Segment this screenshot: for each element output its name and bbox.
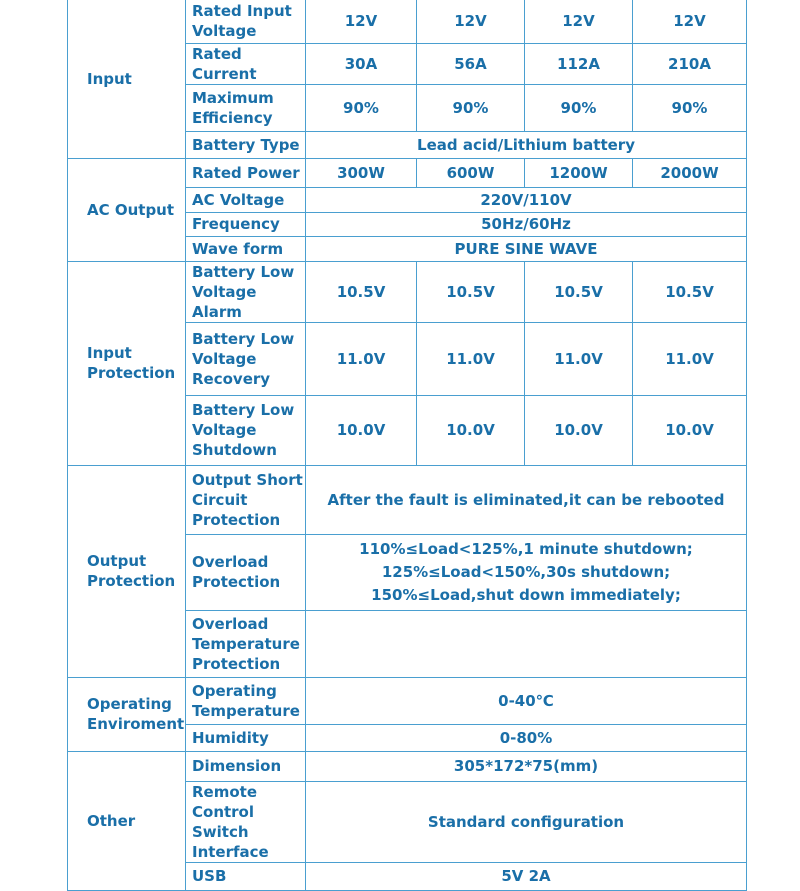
- param-battery-type: Battery Type: [186, 131, 306, 158]
- value-cell: 10.5V: [633, 261, 747, 322]
- value-cell: 2000W: [633, 158, 747, 187]
- param-rated-current: Rated Current: [186, 43, 306, 84]
- param-dimension: Dimension: [186, 751, 306, 781]
- category-input: Input: [68, 0, 186, 158]
- value-cell: 50Hz/60Hz: [306, 212, 747, 236]
- category-other: Other: [68, 751, 186, 890]
- param-rated-input-voltage: Rated Input Voltage: [186, 0, 306, 43]
- param-rated-power: Rated Power: [186, 158, 306, 187]
- value-cell: 90%: [525, 84, 633, 131]
- param-low-voltage-alarm: Battery Low Voltage Alarm: [186, 261, 306, 322]
- value-cell: 11.0V: [306, 322, 417, 395]
- category-input-protection: Input Protection: [68, 261, 186, 465]
- value-cell: After the fault is eliminated,it can be rebooted: [306, 465, 747, 534]
- table-row: [68, 751, 747, 781]
- value-cell: 112A: [525, 43, 633, 84]
- value-cell: 12V: [306, 0, 417, 43]
- value-cell: 10.0V: [306, 395, 417, 465]
- param-overload-temperature: Overload Temperature Protection: [186, 610, 306, 677]
- value-cell: 12V: [417, 0, 525, 43]
- value-cell: 5V 2A: [306, 862, 747, 890]
- table-row: [68, 261, 747, 322]
- param-overload-protection: Overload Protection: [186, 534, 306, 610]
- category-operating-environment: Operating Enviroment: [68, 677, 186, 751]
- value-cell: 1200W: [525, 158, 633, 187]
- spec-table: [67, 0, 747, 891]
- value-cell: 10.5V: [417, 261, 525, 322]
- table-row: [68, 677, 747, 724]
- param-remote-control: Remote Control Switch Interface: [186, 781, 306, 862]
- category-ac-output: AC Output: [68, 158, 186, 261]
- value-cell: 30A: [306, 43, 417, 84]
- overload-rule-line: 110%≤Load<125%,1 minute shutdown;: [359, 539, 693, 558]
- value-cell: 10.0V: [525, 395, 633, 465]
- value-cell: 90%: [633, 84, 747, 131]
- value-cell: 0-40℃: [306, 677, 747, 724]
- table-row: [68, 0, 747, 43]
- value-cell: 10.0V: [417, 395, 525, 465]
- param-operating-temperature: Operating Temperature: [186, 677, 306, 724]
- overload-rules: [306, 534, 747, 610]
- value-cell: 56A: [417, 43, 525, 84]
- table-row: [68, 158, 747, 187]
- value-cell: 210A: [633, 43, 747, 84]
- value-cell: 300W: [306, 158, 417, 187]
- value-cell: 11.0V: [525, 322, 633, 395]
- value-cell: 600W: [417, 158, 525, 187]
- param-low-voltage-recovery: Battery Low Voltage Recovery: [186, 322, 306, 395]
- param-low-voltage-shutdown: Battery Low Voltage Shutdown: [186, 395, 306, 465]
- value-cell-empty: [306, 610, 747, 677]
- value-cell: 90%: [417, 84, 525, 131]
- overload-rule-line: 150%≤Load,shut down immediately;: [371, 585, 681, 604]
- value-cell: 11.0V: [633, 322, 747, 395]
- value-cell: Standard configuration: [306, 781, 747, 862]
- overload-rule-line: 125%≤Load<150%,30s shutdown;: [381, 562, 671, 581]
- param-usb: USB: [186, 862, 306, 890]
- value-cell: 220V/110V: [306, 187, 747, 212]
- param-maximum-efficiency: Maximum Efficiency: [186, 84, 306, 131]
- value-cell: 10.5V: [306, 261, 417, 322]
- value-cell: 12V: [633, 0, 747, 43]
- table-row: [68, 465, 747, 534]
- value-cell: 11.0V: [417, 322, 525, 395]
- param-humidity: Humidity: [186, 724, 306, 751]
- param-frequency: Frequency: [186, 212, 306, 236]
- param-wave-form: Wave form: [186, 236, 306, 261]
- value-cell: PURE SINE WAVE: [306, 236, 747, 261]
- category-output-protection: Output Protection: [68, 465, 186, 677]
- value-cell: Lead acid/Lithium battery: [306, 131, 747, 158]
- value-cell: 10.0V: [633, 395, 747, 465]
- value-cell: 0-80%: [306, 724, 747, 751]
- value-cell: 90%: [306, 84, 417, 131]
- param-ac-voltage: AC Voltage: [186, 187, 306, 212]
- value-cell: 10.5V: [525, 261, 633, 322]
- param-short-circuit: Output Short Circuit Protection: [186, 465, 306, 534]
- value-cell: 12V: [525, 0, 633, 43]
- value-cell: 305*172*75(mm): [306, 751, 747, 781]
